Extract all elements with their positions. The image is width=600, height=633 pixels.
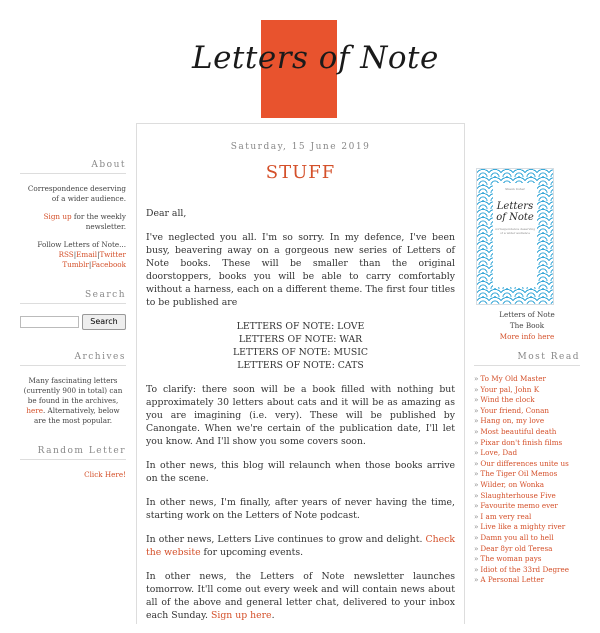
most-read-link[interactable]: Damn you all to hell bbox=[480, 532, 554, 542]
post-paragraph: I've neglected you all. I'm so sorry. In my defence, I've been busy, beavering away on a gorgeous new series of Letters of Note books. These will be smaller than the original doorstoppers, books you will be able to carry comfortably without a harness, each on a different theme. The first four titles to be published are bbox=[146, 232, 455, 308]
list-item bbox=[474, 491, 580, 502]
archives-link[interactable]: here bbox=[26, 406, 43, 415]
left-sidebar bbox=[20, 160, 126, 480]
bullet-arrow-icon: » bbox=[474, 543, 479, 553]
post-text: for upcoming events. bbox=[203, 547, 304, 558]
most-read-link[interactable]: The Tiger Oil Memos bbox=[480, 469, 558, 479]
bullet-arrow-icon: » bbox=[474, 448, 479, 458]
list-item bbox=[474, 522, 580, 533]
social-links: RSS|Email|Twitter bbox=[58, 250, 126, 259]
list-item bbox=[474, 406, 580, 417]
list-item bbox=[474, 448, 580, 459]
archives-description: Many fascinating letters (currently 900 in total) can be found in the archives, bbox=[23, 376, 123, 405]
bullet-arrow-icon: » bbox=[474, 384, 479, 394]
archives-heading: Archives bbox=[20, 352, 126, 366]
archives-description-2: . Alternatively, below are the most popular. bbox=[34, 406, 120, 425]
post-date: Saturday, 15 June 2019 bbox=[230, 142, 371, 152]
about-text: Correspondence deserving of a wider audience. bbox=[27, 184, 126, 203]
most-read-link[interactable]: Idiot of the 33rd Degree bbox=[480, 564, 570, 574]
bullet-arrow-icon: » bbox=[474, 395, 479, 405]
list-item bbox=[474, 395, 580, 406]
bullet-arrow-icon: » bbox=[474, 522, 479, 532]
book-cover-title: Letters of Note bbox=[496, 201, 534, 223]
about-heading: About bbox=[20, 160, 126, 174]
book-cover-author: Shaun Usher bbox=[505, 187, 525, 191]
post-container bbox=[136, 123, 465, 624]
bullet-arrow-icon: » bbox=[474, 469, 479, 479]
search-form bbox=[20, 314, 126, 330]
email-link[interactable]: Email bbox=[76, 250, 98, 259]
most-read-link[interactable]: Pixar don't finish films bbox=[480, 437, 563, 447]
list-item bbox=[474, 385, 580, 396]
bullet-arrow-icon: » bbox=[474, 554, 479, 564]
bullet-arrow-icon: » bbox=[474, 405, 479, 415]
most-read-link[interactable]: Live like a mighty river bbox=[480, 522, 566, 532]
most-read-link[interactable]: Wind the clock bbox=[480, 395, 535, 405]
book-caption-sub: The Book bbox=[509, 321, 545, 330]
list-item bbox=[474, 501, 580, 512]
rss-link[interactable]: RSS bbox=[58, 250, 74, 259]
list-item bbox=[474, 469, 580, 480]
list-item bbox=[474, 565, 580, 576]
book-title-item: LETTERS OF NOTE: MUSIC bbox=[232, 347, 368, 358]
facebook-link[interactable]: Facebook bbox=[91, 260, 126, 269]
post-text: In other news, the Letters of Note newsletter launches tomorrow. It'll come out every week and will contain news about all of the above and general letter chat, delivered to your inbox each Sunday. bbox=[146, 571, 455, 621]
most-read-link[interactable]: To My Old Master bbox=[480, 374, 546, 383]
list-item bbox=[474, 427, 580, 438]
site-logo[interactable]: Letters of Note bbox=[192, 40, 439, 76]
twitter-link[interactable]: Twitter bbox=[99, 250, 126, 259]
most-read-link[interactable]: I am very real bbox=[480, 511, 532, 521]
social-links-2: Tumblr|Facebook bbox=[62, 260, 126, 269]
bullet-arrow-icon: » bbox=[474, 511, 479, 521]
bullet-arrow-icon: » bbox=[474, 575, 479, 585]
bullet-arrow-icon: » bbox=[474, 426, 479, 436]
random-letter-heading: Random Letter bbox=[20, 446, 126, 460]
archives-text bbox=[20, 376, 126, 426]
post-paragraph: In other news, I'm finally, after years of never having the time, starting work on the Letters of Note podcast. bbox=[146, 497, 455, 521]
list-item bbox=[474, 374, 580, 385]
most-read-link[interactable]: A Personal Letter bbox=[480, 575, 545, 585]
book-more-info-link[interactable]: More info here bbox=[499, 332, 555, 341]
bullet-arrow-icon: » bbox=[474, 532, 479, 542]
newsletter-signup-link[interactable]: Sign up bbox=[43, 212, 72, 221]
post-text: In other news, Letters Live continues to grow and delight. bbox=[146, 534, 423, 545]
list-item bbox=[474, 533, 580, 544]
post-title[interactable]: STUFF bbox=[265, 162, 336, 183]
right-sidebar bbox=[474, 168, 580, 586]
tumblr-link[interactable]: Tumblr bbox=[62, 260, 89, 269]
most-read-link[interactable]: Your friend, Conan bbox=[480, 405, 550, 415]
post-body bbox=[146, 207, 455, 633]
most-read-link[interactable]: Dear 8yr old Teresa bbox=[480, 543, 553, 553]
list-item bbox=[474, 575, 580, 586]
list-item bbox=[474, 459, 580, 470]
bullet-arrow-icon: » bbox=[474, 490, 479, 500]
book-title-item: LETTERS OF NOTE: CATS bbox=[237, 360, 364, 371]
signup-text: for the weekly newsletter. bbox=[73, 212, 126, 231]
list-item bbox=[474, 416, 580, 427]
list-item bbox=[474, 554, 580, 565]
search-heading: Search bbox=[20, 290, 126, 304]
follow-text: Follow Letters of Note... bbox=[37, 240, 126, 249]
most-read-link[interactable]: Our differences unite us bbox=[480, 458, 569, 468]
book-cover-image[interactable] bbox=[476, 168, 554, 305]
search-button[interactable]: Search bbox=[82, 314, 126, 330]
bullet-arrow-icon: » bbox=[474, 479, 479, 489]
letters-live-website-link[interactable]: Check the website bbox=[146, 534, 455, 558]
bullet-arrow-icon: » bbox=[474, 437, 479, 447]
post-paragraph: To clarify: there soon will be a book filled with nothing but approximately 30 letters about cats and it will be as amazing as you are imagining (i.e. very). These will be published by Canongate. When we're certain of the publication date, I'll let you know. And I'll show you some covers soon. bbox=[146, 384, 455, 447]
most-read-link[interactable]: Slaughterhouse Five bbox=[480, 490, 556, 500]
newsletter-signup-post-link[interactable]: Sign up here bbox=[210, 610, 272, 621]
bullet-arrow-icon: » bbox=[474, 501, 479, 511]
post-paragraph bbox=[146, 533, 455, 559]
most-read-heading: Most Read bbox=[474, 352, 580, 366]
search-input[interactable] bbox=[20, 316, 79, 328]
post-text: . bbox=[271, 610, 275, 621]
post-paragraph bbox=[146, 570, 455, 622]
book-title-item: LETTERS OF NOTE: LOVE bbox=[236, 321, 365, 332]
bullet-arrow-icon: » bbox=[474, 374, 479, 383]
list-item bbox=[474, 438, 580, 449]
book-info bbox=[474, 309, 580, 342]
post-paragraph: In other news, this blog will relaunch when those books arrive on the scene. bbox=[146, 460, 455, 484]
random-letter-link[interactable]: Click Here! bbox=[84, 470, 126, 479]
book-caption-title: Letters of Note bbox=[499, 310, 555, 319]
most-read-link[interactable]: Favourite memo ever bbox=[480, 501, 558, 511]
most-read-link[interactable]: Your pal, John K bbox=[480, 384, 540, 394]
most-read-link[interactable]: Wilder, on Wonka bbox=[480, 479, 545, 489]
post-greeting: Dear all, bbox=[146, 208, 187, 219]
most-read-link[interactable]: Love, Dad bbox=[480, 448, 518, 458]
bullet-arrow-icon: » bbox=[474, 458, 479, 468]
most-read-list bbox=[474, 374, 580, 586]
bullet-arrow-icon: » bbox=[474, 416, 479, 426]
most-read-link[interactable]: Hang on, my love bbox=[480, 416, 545, 426]
random-letter-row bbox=[20, 470, 126, 480]
list-item bbox=[474, 512, 580, 523]
book-cover-subtitle: correspondence deserving of a wider audience bbox=[494, 227, 536, 235]
bullet-arrow-icon: » bbox=[474, 564, 479, 574]
book-titles-list bbox=[146, 320, 455, 372]
book-cover-panel bbox=[493, 183, 537, 287]
list-item bbox=[474, 544, 580, 555]
most-read-link[interactable]: The woman pays bbox=[480, 554, 542, 564]
list-item bbox=[474, 480, 580, 491]
book-title-item: LETTERS OF NOTE: WAR bbox=[238, 334, 363, 345]
most-read-link[interactable]: Most beautiful death bbox=[480, 426, 557, 436]
